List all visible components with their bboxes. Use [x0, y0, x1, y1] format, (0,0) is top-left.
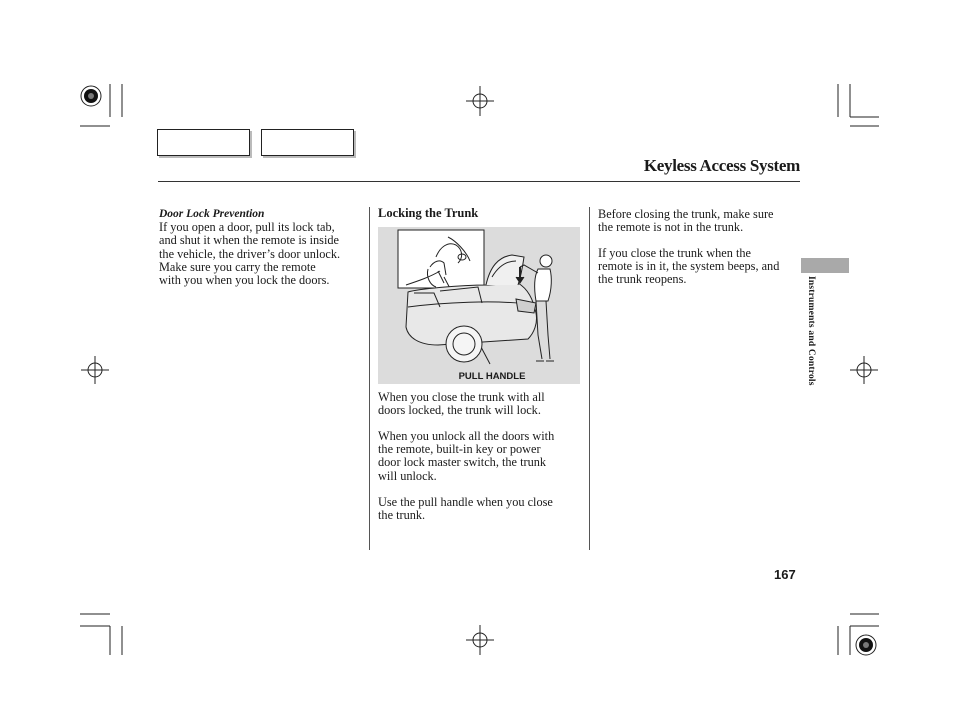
middle-para-1	[378, 391, 583, 417]
trunk-illustration	[378, 227, 580, 384]
nav-button-main-menu[interactable]	[157, 129, 250, 156]
right-line: the remote is not in the trunk.	[598, 220, 744, 235]
car-trunk-drawing	[378, 227, 580, 384]
middle-heading-block	[378, 207, 583, 220]
pull-handle-label: PULL HANDLE	[458, 371, 526, 382]
column-divider-right	[589, 207, 590, 550]
middle-line: the remote, built-in key or power	[378, 442, 541, 457]
right-line: the trunk reopens.	[598, 272, 687, 287]
nav-button-toc[interactable]	[261, 129, 354, 156]
column-divider-left	[369, 207, 370, 550]
left-line: and shut it when the remote is inside	[159, 233, 339, 248]
right-line: remote is in it, the system beeps, and	[598, 259, 780, 274]
section-tab	[801, 258, 849, 273]
page-number: 167	[774, 567, 796, 582]
middle-line: will unlock.	[378, 468, 437, 483]
left-line: with you when you lock the doors.	[159, 273, 330, 288]
right-para-2	[598, 247, 803, 287]
right-line: Before closing the trunk, make sure	[598, 207, 774, 221]
left-line: the vehicle, the driver’s door unlock.	[159, 246, 341, 261]
middle-para-3	[378, 496, 583, 522]
title-rule	[158, 181, 800, 182]
middle-line: When you close the trunk with all	[378, 390, 545, 404]
door-lock-prevention-heading: Door Lock Prevention	[159, 208, 265, 220]
middle-line: door lock master switch, the trunk	[378, 455, 547, 470]
section-label: Instruments and Controls	[806, 276, 816, 386]
middle-line: doors locked, the trunk will lock.	[378, 403, 541, 418]
locking-the-trunk-heading: Locking the Trunk	[378, 206, 479, 220]
middle-line: the trunk.	[378, 508, 426, 523]
middle-para-2	[378, 430, 583, 483]
left-column	[159, 208, 364, 287]
right-para-1	[598, 208, 803, 234]
middle-line: Use the pull handle when you close	[378, 495, 553, 509]
page-title: Keyless Access System	[643, 156, 800, 175]
left-line: If you open a door, pull its lock tab,	[159, 220, 335, 235]
middle-line: When you unlock all the doors with	[378, 429, 555, 443]
left-line: Make sure you carry the remote	[159, 259, 316, 274]
right-line: If you close the trunk when the	[598, 246, 751, 260]
